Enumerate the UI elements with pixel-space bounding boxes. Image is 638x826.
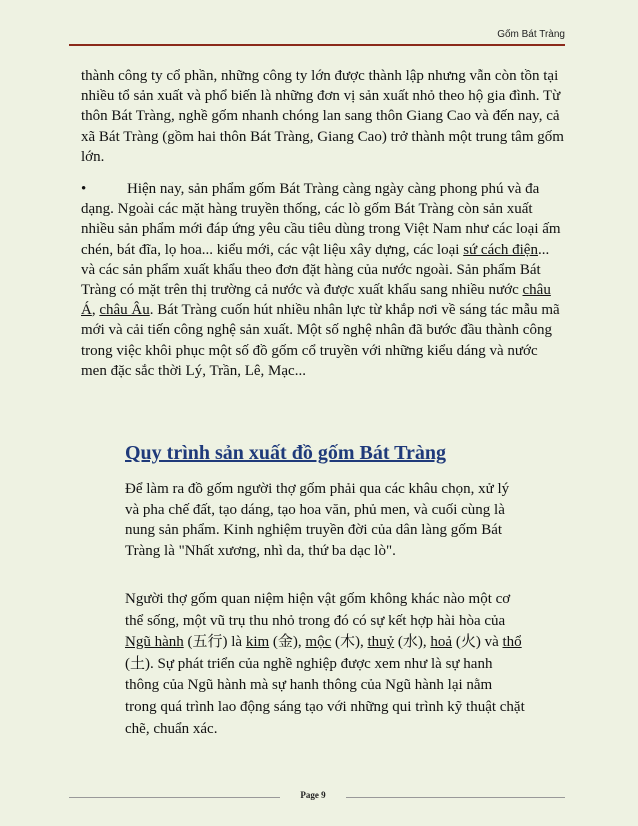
ngu-hanh-text-7: (土). Sự phát triển của nghề nghiệp được xem như là sự hanh thông của Ngũ hành mà sự hanh thông của Ngũ hành lại nằm trong quá trình lao động sáng tạo với những qui trình kỹ thuật chặt chẽ, chuẩn xác.	[125, 655, 525, 737]
link-moc[interactable]: mộc	[305, 634, 332, 651]
ngu-hanh-text-6: (火) và	[452, 634, 503, 651]
ngu-hanh-paragraph	[125, 589, 525, 740]
link-chau-au[interactable]: châu Âu	[99, 302, 150, 319]
ngu-hanh-text-5: (水),	[394, 634, 431, 651]
section-heading: Quy trình sản xuất đồ gốm Bát Tràng	[125, 442, 446, 464]
process-paragraph: Để làm ra đồ gốm người thợ gốm phải qua các khâu chọn, xử lý và pha chế đất, tạo dáng, tạo hoa văn, phủ men, và cuối cùng là nung sản phẩm. Kinh nghiệm truyền đời của dân làng gốm Bát Tràng là "Nhất xương, nhì da, thứ ba dạc lò".	[125, 481, 510, 559]
link-chau-a[interactable]: châu Á	[81, 282, 551, 319]
footer-rule-right	[346, 797, 565, 798]
bullet-text-2: ... và các sản phẩm xuất khẩu theo đơn đặt hàng của nước ngoài. Sản phẩm Bát Tràng có mặt trên thị trường cả nước và được xuất khẩu sang nhiều nước	[81, 241, 550, 299]
ngu-hanh-text-4: (木),	[331, 634, 368, 651]
link-hoa[interactable]: hoả	[430, 634, 453, 651]
link-su-cach-dien[interactable]: sứ cách điện	[463, 241, 538, 258]
bullet-marker: •	[81, 181, 87, 197]
link-thuy[interactable]: thuỷ	[367, 634, 395, 651]
ngu-hanh-text-3: (金),	[269, 634, 306, 651]
intro-paragraph: thành công ty cổ phần, những công ty lớn được thành lập nhưng vẫn còn tồn tại nhiều tổ sản xuất và phổ biến là những đơn vị sản xuất nhỏ theo hộ gia đình. Từ thôn Bát Tràng, nghề gốm nhanh chóng lan sang thôn Giang Cao và đến nay, cả xã Bát Tràng (gồm hai thôn Bát Tràng, Giang Cao) trở thành một trung tâm gốm lớn.	[81, 68, 564, 165]
ngu-hanh-text-1: Người thợ gốm quan niệm hiện vật gốm không khác nào một cơ thể sống, một vũ trụ thu nhỏ trong đó có sự kết hợp hài hòa của	[125, 591, 511, 629]
link-tho[interactable]: thổ	[502, 634, 522, 651]
bullet-text-1: Hiện nay, sản phẩm gốm Bát Tràng càng ngày càng phong phú và đa dạng. Ngoài các mặt hàng truyền thống, các lò gốm Bát Tràng còn sản xuất nhiều sản phẩm mới đáp ứng yêu cầu tiêu dùng trong Việt Nam như các loại ấm chén, bát đĩa, lọ hoa... kiểu mới, các vật liệu xây dựng, các loại	[81, 181, 561, 258]
link-ngu-hanh[interactable]: Ngũ hành	[125, 634, 184, 651]
link-kim[interactable]: kim	[245, 634, 270, 651]
header-rule	[69, 44, 565, 46]
page-header: Gốm Bát Tràng	[497, 29, 565, 40]
bullet-paragraph	[81, 179, 565, 381]
bullet-text-4: . Bát Tràng cuốn hút nhiều nhân lực từ khắp nơi về sáng tác mẫu mã mới và cải tiến công nghệ sản xuất. Một số nghệ nhân đã bước đầu thành công trong việc khôi phục một số đồ gốm cổ truyền với những kiểu dáng và nước men đặc sắc thời Lý, Trần, Lê, Mạc...	[81, 302, 560, 379]
bullet-text-3: ,	[91, 302, 100, 319]
footer-rule-left	[69, 797, 280, 798]
page-number: Page 9	[300, 790, 326, 800]
ngu-hanh-text-2: (五行) là	[183, 634, 246, 651]
